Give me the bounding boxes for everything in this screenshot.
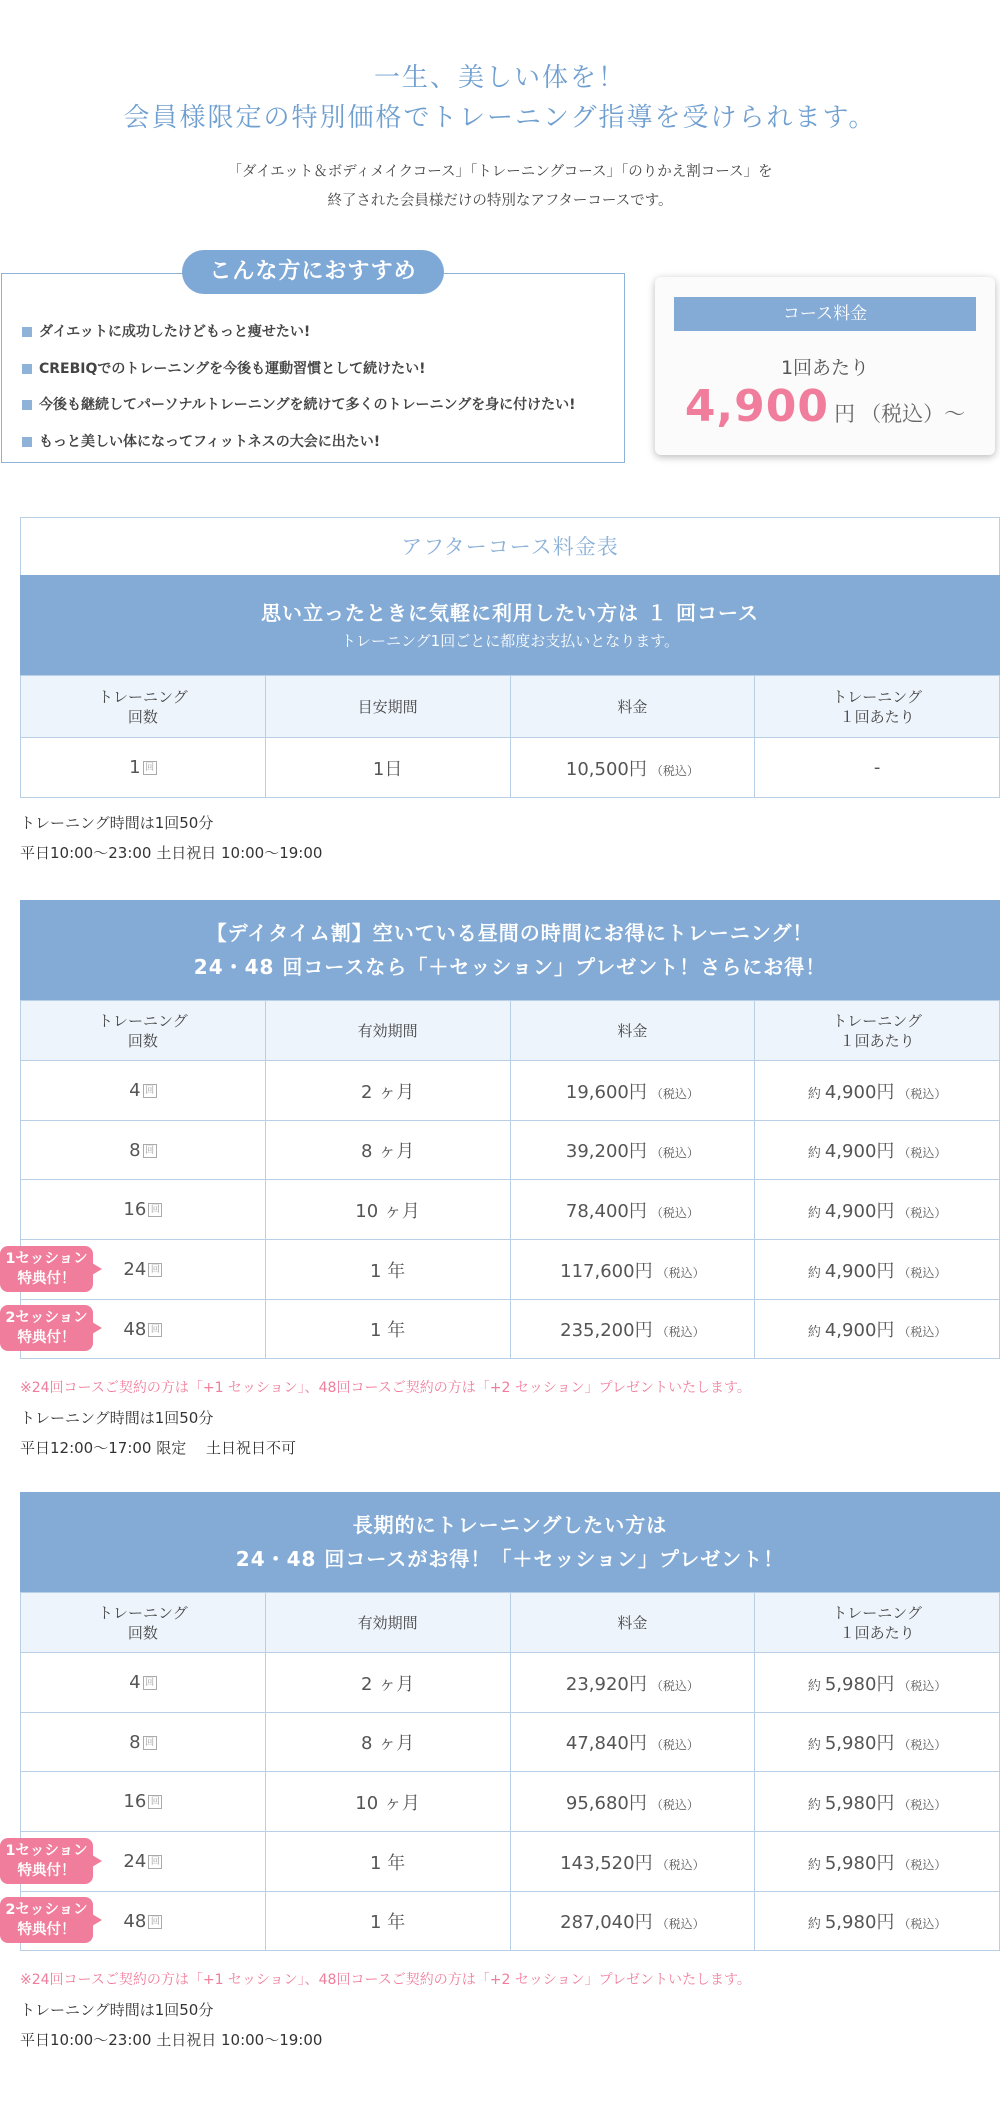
hero-title-line2: 会員様限定の特別価格でトレーニング指導を受けられます。: [123, 103, 877, 133]
table-row: [21, 1892, 1000, 1951]
note-line: 平日10:00〜23:00 土日祝日 10:00〜19:00: [20, 2031, 323, 2049]
header-count: トレーニング 回数: [21, 1001, 266, 1061]
cell-period: 2 ヶ月: [265, 1061, 510, 1121]
square-bullet-icon: [22, 400, 32, 410]
cell-count: 8 回: [21, 1713, 266, 1772]
session-badge: 1セッション 特典付！: [0, 1246, 93, 1292]
kai-icon: 回: [143, 761, 157, 775]
square-bullet-icon: [22, 437, 32, 447]
session-badge: 2セッション 特典付！: [0, 1897, 93, 1943]
daytime-table: [20, 1000, 1000, 1359]
recommend-item: もっと美しい体になってフィットネスの大会に出たい!: [22, 424, 576, 461]
hero: [0, 58, 1000, 216]
cell-period: 1日: [265, 738, 510, 798]
cell-price: 143,520円 （税込）: [510, 1832, 755, 1892]
cell-count: 16 回: [21, 1180, 266, 1240]
cell-per: 約 4,900円 （税込）: [755, 1121, 1000, 1180]
hero-sub-line2: 終了された会員様だけの特別なアフターコースです。: [327, 193, 673, 209]
cell-per: 約 5,980円 （税込）: [755, 1653, 1000, 1713]
cell-count: 16 回: [21, 1772, 266, 1832]
cell-period: 10 ヶ月: [265, 1180, 510, 1240]
cell-count: 48 回: [21, 1892, 266, 1951]
daytime-band-line1: 【デイタイム割】空いている昼間の時間にお得にトレーニング！: [206, 921, 814, 945]
daytime-notes: [20, 1373, 751, 1463]
table-row: [21, 1772, 1000, 1832]
header-period: 目安期間: [265, 676, 510, 738]
cell-per: 約 4,900円 （税込）: [755, 1240, 1000, 1300]
cell-price: 23,920円 （税込）: [510, 1653, 755, 1713]
price-card-per: 1回あたり: [780, 357, 870, 379]
recommend-item: ダイエットに成功したけどもっと痩せたい!: [22, 314, 576, 351]
price-tax: （税込）〜: [860, 402, 966, 426]
hero-sub-line1: 「ダイエット＆ボディメイクコース」「トレーニングコース」「のりかえ割コース」を: [227, 164, 773, 180]
cell-per: 約 5,980円 （税込）: [755, 1832, 1000, 1892]
price-card-head: コース料金: [674, 297, 976, 331]
cell-count: 48 回: [21, 1300, 266, 1359]
recommend-title: こんな方におすすめ: [182, 250, 444, 294]
cell-period: 1 年: [265, 1300, 510, 1359]
single-band: [20, 575, 1000, 675]
kai-icon: 回: [143, 1144, 157, 1158]
square-bullet-icon: [22, 327, 32, 337]
kai-icon: 回: [148, 1263, 162, 1277]
single-band-title: 思い立ったときに気軽に利用したい方は １ 回コース: [261, 601, 759, 625]
cell-period: 2 ヶ月: [265, 1653, 510, 1713]
recommend-box: [1, 273, 625, 463]
header-period: 有効期間: [265, 1001, 510, 1061]
cell-per: 約 4,900円 （税込）: [755, 1061, 1000, 1121]
table-row: [21, 1300, 1000, 1359]
cell-period: 1 年: [265, 1240, 510, 1300]
note-line: トレーニング時間は1回50分: [20, 2001, 214, 2019]
note-campaign: ※24回コースご契約の方は「+1 セッション」、48回コースご契約の方は「+2 セッション」プレゼントいたします。: [20, 1972, 751, 1988]
table-header-row: [21, 1001, 1000, 1061]
recommend-item: CREBIQでのトレーニングを今後も運動習慣として続けたい!: [22, 351, 576, 388]
price-amount: 4,900: [684, 381, 829, 432]
table-row: [21, 1653, 1000, 1713]
header-per: トレーニング １回あたり: [755, 676, 1000, 738]
kai-icon: 回: [143, 1084, 157, 1098]
kai-icon: 回: [148, 1795, 162, 1809]
price-yen: 円: [834, 402, 856, 426]
single-notes: [20, 808, 322, 868]
cell-period: 1 年: [265, 1832, 510, 1892]
table-row: [21, 738, 1000, 798]
cell-period: 8 ヶ月: [265, 1121, 510, 1180]
longterm-table: [20, 1592, 1000, 1951]
cell-count: 24 回: [21, 1240, 266, 1300]
hero-subtitle: [0, 158, 1000, 216]
hero-title-line1: 一生、美しい体を！: [373, 63, 626, 93]
cell-period: 8 ヶ月: [265, 1713, 510, 1772]
cell-price: 10,500円 （税込）: [510, 738, 755, 798]
kai-icon: 回: [148, 1915, 162, 1929]
header-price: 料金: [510, 676, 755, 738]
header-per: トレーニング １回あたり: [755, 1593, 1000, 1653]
kai-icon: 回: [143, 1736, 157, 1750]
price-card-amount-line: [655, 381, 995, 432]
cell-per: 約 4,900円 （税込）: [755, 1300, 1000, 1359]
kai-icon: 回: [143, 1676, 157, 1690]
longterm-band-line1: 長期的にトレーニングしたい方は: [352, 1513, 668, 1537]
cell-count: 1 回: [21, 738, 266, 798]
cell-count: 8 回: [21, 1121, 266, 1180]
price-card: [655, 277, 995, 455]
cell-price: 287,040円 （税込）: [510, 1892, 755, 1951]
cell-price: 235,200円 （税込）: [510, 1300, 755, 1359]
cell-period: 1 年: [265, 1892, 510, 1951]
note-campaign: ※24回コースご契約の方は「+1 セッション」、48回コースご契約の方は「+2 セッション」プレゼントいたします。: [20, 1380, 751, 1396]
cell-price: 78,400円 （税込）: [510, 1180, 755, 1240]
cell-count: 24 回: [21, 1832, 266, 1892]
table-row: [21, 1713, 1000, 1772]
cell-per: 約 5,980円 （税込）: [755, 1892, 1000, 1951]
header-count: トレーニング 回数: [21, 1593, 266, 1653]
table-row: [21, 1121, 1000, 1180]
kai-icon: 回: [148, 1855, 162, 1869]
kai-icon: 回: [148, 1203, 162, 1217]
kai-icon: 回: [148, 1323, 162, 1337]
cell-per: 約 4,900円 （税込）: [755, 1180, 1000, 1240]
table-title: アフターコース料金表: [20, 517, 1000, 575]
table-header-row: [21, 676, 1000, 738]
daytime-band-line2: 24・48 回コースなら「＋セッション」プレゼント！さらにお得！: [193, 955, 827, 979]
session-badge: 1セッション 特典付！: [0, 1838, 93, 1884]
cell-count: 4 回: [21, 1061, 266, 1121]
table-header-row: [21, 1593, 1000, 1653]
note-line: 平日10:00〜23:00 土日祝日 10:00〜19:00: [20, 844, 323, 862]
header-period: 有効期間: [265, 1593, 510, 1653]
single-band-sub: トレーニング1回ごとに都度お支払いとなります。: [340, 632, 680, 650]
cell-per: 約 5,980円 （税込）: [755, 1772, 1000, 1832]
cell-count: 4 回: [21, 1653, 266, 1713]
recommend-item: 今後も継続してパーソナルトレーニングを続けて多くのトレーニングを身に付けたい!: [22, 387, 576, 424]
cell-per: -: [755, 738, 1000, 798]
single-table: [20, 675, 1000, 798]
header-count: トレーニング 回数: [21, 676, 266, 738]
cell-price: 117,600円 （税込）: [510, 1240, 755, 1300]
daytime-band: [20, 900, 1000, 1000]
session-badge: 2セッション 特典付！: [0, 1305, 93, 1351]
table-row: [21, 1061, 1000, 1121]
table-row: [21, 1180, 1000, 1240]
cell-price: 95,680円 （税込）: [510, 1772, 755, 1832]
cell-price: 39,200円 （税込）: [510, 1121, 755, 1180]
cell-period: 10 ヶ月: [265, 1772, 510, 1832]
recommend-list: [22, 314, 576, 460]
table-row: [21, 1832, 1000, 1892]
note-line: トレーニング時間は1回50分: [20, 814, 214, 832]
table-row: [21, 1240, 1000, 1300]
header-per: トレーニング １回あたり: [755, 1001, 1000, 1061]
longterm-notes: [20, 1965, 751, 2055]
longterm-band-line2: 24・48 回コースがお得！「＋セッション」プレゼント！: [235, 1547, 785, 1571]
header-price: 料金: [510, 1593, 755, 1653]
header-price: 料金: [510, 1001, 755, 1061]
cell-price: 47,840円 （税込）: [510, 1713, 755, 1772]
note-line: トレーニング時間は1回50分: [20, 1409, 214, 1427]
cell-price: 19,600円 （税込）: [510, 1061, 755, 1121]
square-bullet-icon: [22, 364, 32, 374]
cell-per: 約 5,980円 （税込）: [755, 1713, 1000, 1772]
longterm-band: [20, 1492, 1000, 1592]
note-line: 平日12:00〜17:00 限定 土日祝日不可: [20, 1439, 296, 1457]
